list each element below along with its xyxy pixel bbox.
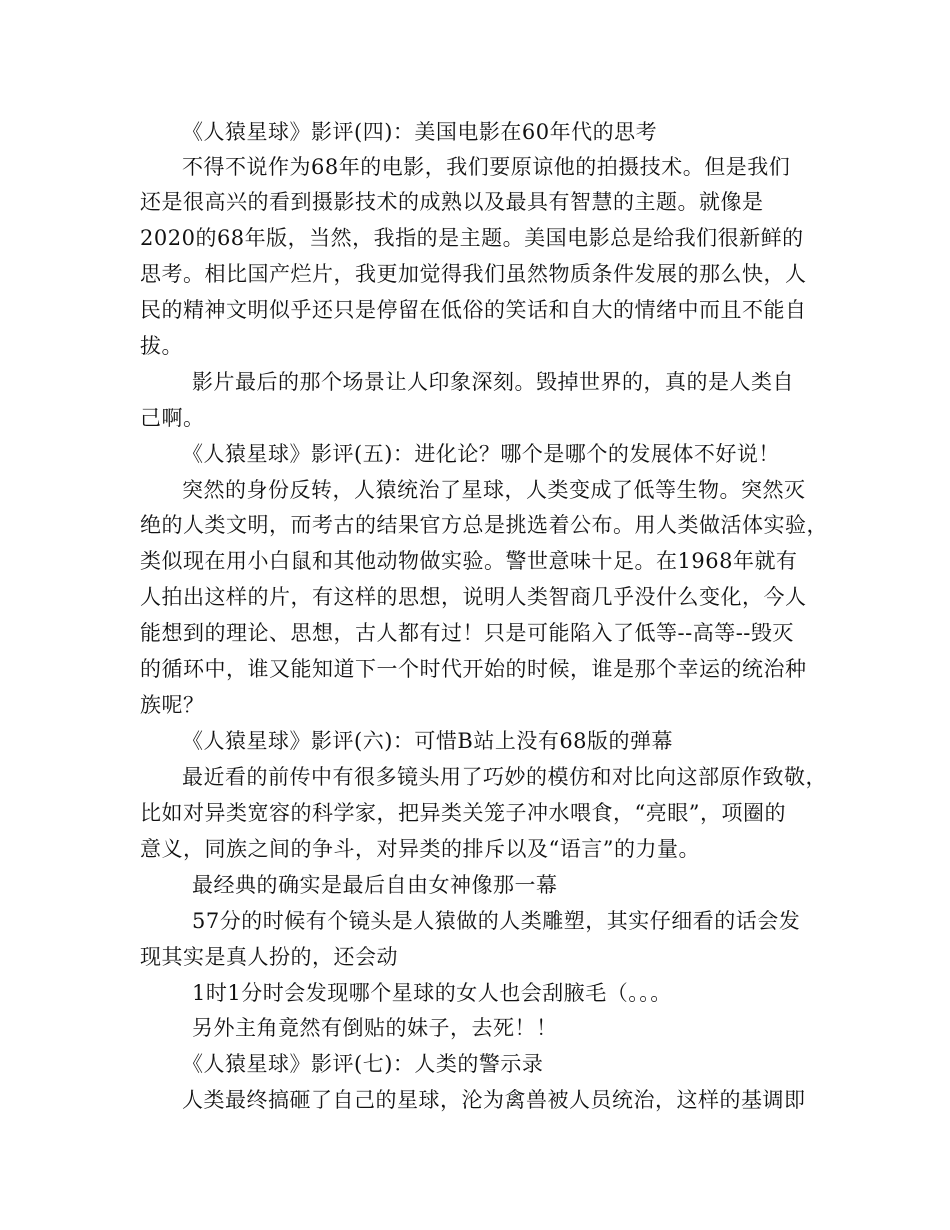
paragraph-line: 类似现在用小白鼠和其他动物做实验。警世意味十足。在1968年就有 <box>140 549 798 573</box>
paragraph-line: 现其实是真人扮的，还会动 <box>140 945 398 969</box>
paragraph-line: 2020的68年版，当然，我指的是主题。美国电影总是给我们很新鲜的 <box>140 226 804 250</box>
paragraph-line: 拔。 <box>140 334 183 358</box>
paragraph-line: 另外主角竟然有倒贴的妹子，去死！！ <box>192 1016 558 1040</box>
paragraph-line: 1时1分时会发现哪个星球的女人也会刮腋毛（。。。 <box>192 981 672 1005</box>
review-5-heading: 《人猿星球》影评(五)：进化论？哪个是哪个的发展体不好说！ <box>182 442 780 466</box>
paragraph-line: 突然的身份反转，人猿统治了星球，人类变成了低等生物。突然灭 <box>182 478 806 502</box>
review-6-heading: 《人猿星球》影评(六)：可惜B站上没有68版的弹幕 <box>182 729 674 753</box>
paragraph-line: 思考。相比国产烂片，我更加觉得我们虽然物质条件发展的那么快，人 <box>140 262 807 286</box>
paragraph-line: 人类最终搞砸了自己的星球，沦为禽兽被人员统治，这样的基调即 <box>182 1088 806 1112</box>
paragraph-line: 己啊。 <box>140 406 205 430</box>
paragraph-line: 人拍出这样的片，有这样的思想，说明人类智商几乎没什么变化，今人 <box>140 585 807 609</box>
paragraph-line: 不得不说作为68年的电影，我们要原谅他的拍摄技术。但是我们 <box>182 155 791 179</box>
paragraph-line: 影片最后的那个场景让人印象深刻。毁掉世界的，真的是人类自 <box>192 370 794 394</box>
paragraph-line: 最经典的确实是最后自由女神像那一幕 <box>192 873 558 897</box>
review-7-heading: 《人猿星球》影评(七)：人类的警示录 <box>182 1052 544 1076</box>
paragraph-line: 还是很高兴的看到摄影技术的成熟以及最具有智慧的主题。就像是 <box>140 190 764 214</box>
paragraph-line: 的循环中，谁又能知道下一个时代开始的时候，谁是那个幸运的统治种 <box>140 657 807 681</box>
paragraph-line: 意义，同族之间的争斗，对异类的排斥以及“语言”的力量。 <box>140 837 700 861</box>
review-4-heading: 《人猿星球》影评(四)：美国电影在60年代的思考 <box>182 120 658 144</box>
paragraph-line: 最近看的前传中有很多镜头用了巧妙的模仿和对比向这部原作致敬， <box>182 765 827 789</box>
paragraph-line: 绝的人类文明，而考古的结果官方总是挑选着公布。用人类做活体实验， <box>140 513 828 537</box>
paragraph-line: 57分的时候有个镜头是人猿做的人类雕塑，其实仔细看的话会发 <box>192 909 801 933</box>
paragraph-line: 族呢？ <box>140 693 205 717</box>
paragraph-line: 能想到的理论、思想，古人都有过！只是可能陷入了低等--高等--毁灭 <box>140 621 794 645</box>
paragraph-line: 比如对异类宽容的科学家，把异类关笼子冲水喂食，“亮眼”，项圈的 <box>140 801 786 825</box>
paragraph-line: 民的精神文明似乎还只是停留在低俗的笑话和自大的情绪中而且不能自 <box>140 298 807 322</box>
